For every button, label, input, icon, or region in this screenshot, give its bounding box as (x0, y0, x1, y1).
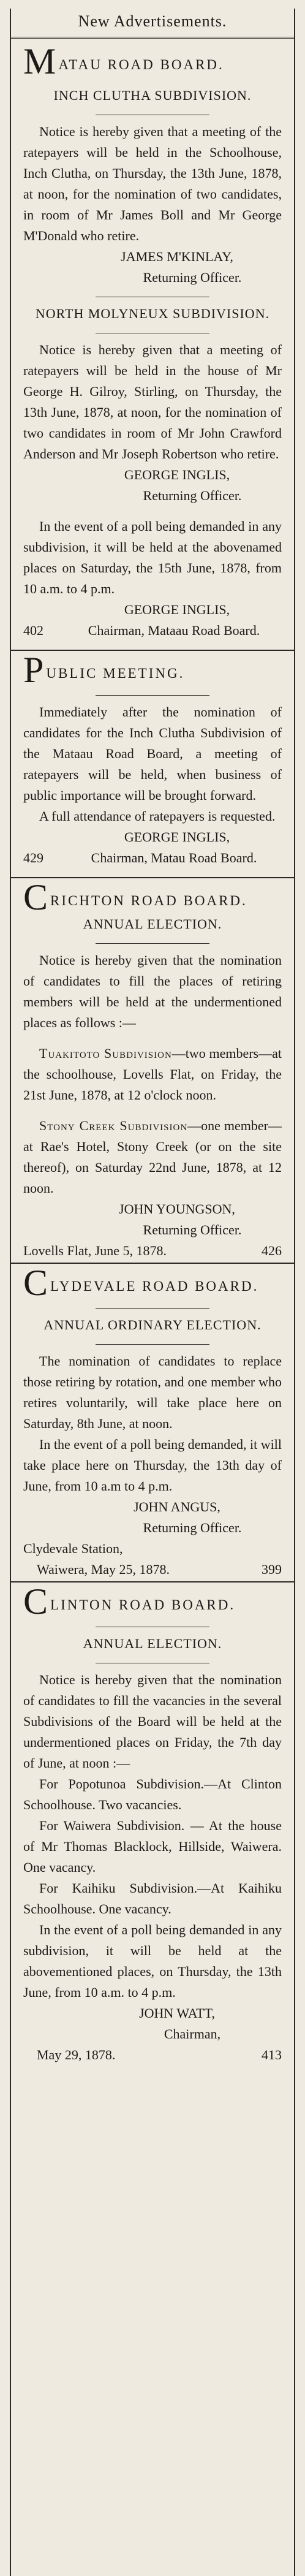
mataau-chair-name: GEORGE INGLIS, (124, 602, 230, 617)
clydevale-station: Clydevale Station, (23, 1541, 123, 1556)
mataau-poll-notice: In the event of a poll being demanded in any subdivision, it will be held at the abovenamed places on Saturday, the 15th June, 1878, from 10 a.m. to 4 p.m. (23, 519, 282, 596)
public-meeting-attendance: A full attendance of ratepayers is requested. (39, 808, 276, 824)
tuakitoto-text: —two members—at the schoolhouse, Lovells Flat, on Friday, the 21st June, 1878, at 12 o'clock noon. (23, 1046, 282, 1103)
clydevale-notice: The nomination of candidates to replace those retiring by rotation, and one member who retires voluntarily, will take place here on Saturday, 8th June, at noon. (23, 1353, 282, 1431)
north-molyneux-notice: Notice is hereby given that a meeting of ratepayers will be held in the house of Mr George H. Gilroy, Stirling, on Thursday, the 13th June, 1878, at noon, for the nomination of two candidates in room of Mr John Crawford Anderson and Mr Joseph Robertson who retire. (23, 342, 282, 462)
divider (96, 1344, 209, 1345)
divider (96, 943, 209, 944)
divider (96, 1308, 209, 1309)
stony-creek-text: —one member—at Rae's Hotel, Stony Creek (or on the site thereof), on Saturday 22nd June, 1878, at 12 noon. (23, 1118, 282, 1196)
crichton-banner-text: RICHTON ROAD BOARD. (50, 893, 247, 908)
ad-number: 413 (262, 2047, 282, 2062)
clydevale-banner (23, 1263, 282, 1303)
public-meeting-signoff-row (23, 848, 282, 868)
inch-clutha-notice: Notice is hereby given that a meeting of the ratepayers will be held in the Schoolhouse, Inch Clutha, on Thursday, the 13th June, 1878, at noon, for the nomination of two candidates, in room of Mr James Boll and Mr George M'Donald who retire. (23, 124, 282, 243)
clinton-banner (23, 1581, 282, 1622)
clydevale-place-date: Waiwera, May 25, 1878. (37, 1562, 170, 1577)
clydevale-drop-initial: C (23, 1263, 48, 1303)
clinton-poll: In the event of a poll being demanded in any subdivision, it will be held at the abovementioned places, on Thursday, the 13th June, from 10 a.m. to 4 p.m. (23, 1922, 282, 2000)
clinton-advertisement (23, 1581, 282, 2065)
clinton-dateline (23, 2045, 282, 2065)
clydevale-advertisement (23, 1263, 282, 1580)
divider (96, 695, 209, 696)
inch-clutha-title: INCH CLUTHA SUBDIVISION. (53, 88, 252, 103)
crichton-subtitle: ANNUAL ELECTION. (83, 916, 222, 932)
mataau-banner (23, 41, 282, 82)
clydevale-signature-name: JOHN ANGUS, (134, 1499, 220, 1514)
clinton-banner-text: LINTON ROAD BOARD. (50, 1597, 236, 1613)
clydevale-signature-title: Returning Officer. (143, 1520, 242, 1535)
clinton-drop-initial: C (23, 1581, 48, 1622)
ad-number: 429 (23, 850, 43, 865)
clinton-signature-title: Chairman, (164, 2026, 221, 2042)
inch-clutha-signature-name: JAMES M'KINLAY, (121, 249, 233, 264)
popotunoa-vacancy: For Popotunoa Subdivision.—At Clinton Schoolhouse. Two vacancies. (23, 1776, 282, 1812)
north-molyneux-signature-title: Returning Officer. (143, 488, 242, 503)
advertisement-column (10, 9, 295, 2576)
crichton-advertisement (23, 877, 282, 1261)
advertisement-separator (11, 1581, 294, 1582)
waiwera-vacancy: For Waiwera Subdivision. — At the house of Mr Thomas Blacklock, Hillside, Waiwera. One vacancy. (23, 1818, 282, 1875)
advertisement-separator (11, 650, 294, 651)
clinton-signature-name: JOHN WATT, (139, 2005, 215, 2021)
north-molyneux-title: NORTH MOLYNEUX SUBDIVISION. (35, 306, 270, 321)
clydevale-poll: In the event of a poll being demanded, it will take place here on Thursday, the 13th day of June, from 10 a.m to 4 p.m. (23, 1437, 282, 1494)
mataau-banner-text: ATAU ROAD BOARD. (58, 57, 224, 72)
public-meeting-advertisement (23, 650, 282, 868)
public-meeting-drop-initial: P (23, 650, 44, 690)
section-header: New Advertisements. (11, 9, 294, 39)
stony-creek-label: Stony Creek Subdivision (39, 1118, 188, 1133)
crichton-signature-name: JOHN YOUNGSON, (119, 1201, 235, 1217)
mataau-chair-title: Chairman, Mataau Road Board. (88, 623, 260, 638)
advertisement-separator (11, 877, 294, 878)
mataau-drop-initial: M (23, 41, 56, 82)
crichton-banner (23, 877, 282, 918)
public-meeting-signature-name: GEORGE INGLIS, (124, 829, 230, 845)
clinton-subtitle: ANNUAL ELECTION. (83, 1636, 222, 1651)
clinton-notice: Notice is hereby given that the nomination of candidates to fill the vacancies in the several Subdivisions of the Board will be held at the undermentioned places on Friday, the 7th day of June, at noon :— (23, 1672, 282, 1771)
tuakitoto-paragraph (23, 1043, 282, 1106)
crichton-drop-initial: C (23, 877, 48, 918)
clydevale-subtitle: ANNUAL ORDINARY ELECTION. (43, 1317, 262, 1332)
crichton-notice: Notice is hereby given that the nomination of candidates to fill the places of retiring members will be held at the undermentioned places as follows :— (23, 952, 282, 1030)
public-meeting-notice: Immediately after the nomination of candidates for the Inch Clutha Subdivision of the Mataau Road Board, a meeting of ratepayers will be held, when business of public importance will be brought forward. (23, 704, 282, 803)
tuakitoto-label: Tuakitoto Subdivision (39, 1046, 172, 1061)
kaihiku-vacancy: For Kaihiku Subdivision.—At Kaihiku Schoolhouse. One vacancy. (23, 1880, 282, 1917)
crichton-dateline (23, 1241, 282, 1261)
crichton-place-date: Lovells Flat, June 5, 1878. (23, 1243, 167, 1258)
north-molyneux-signature-name: GEORGE INGLIS, (124, 467, 230, 482)
stony-creek-paragraph (23, 1115, 282, 1199)
mataau-advertisement (23, 41, 282, 641)
clydevale-dateline (23, 1559, 282, 1580)
public-meeting-signature-title: Chairman, Matau Road Board. (91, 850, 257, 865)
inch-clutha-signature-title: Returning Officer. (143, 270, 242, 285)
ad-number: 399 (262, 1562, 282, 1577)
public-meeting-banner-text: UBLIC MEETING. (46, 666, 185, 681)
clydevale-banner-text: LYDEVALE ROAD BOARD. (50, 1279, 259, 1294)
ad-number: 426 (262, 1243, 282, 1258)
clinton-date: May 29, 1878. (37, 2047, 116, 2062)
mataau-signoff-row (23, 620, 282, 641)
crichton-signature-title: Returning Officer. (143, 1222, 242, 1237)
public-meeting-banner (23, 650, 282, 690)
advertisement-separator (11, 1263, 294, 1264)
ad-number: 402 (23, 623, 43, 638)
